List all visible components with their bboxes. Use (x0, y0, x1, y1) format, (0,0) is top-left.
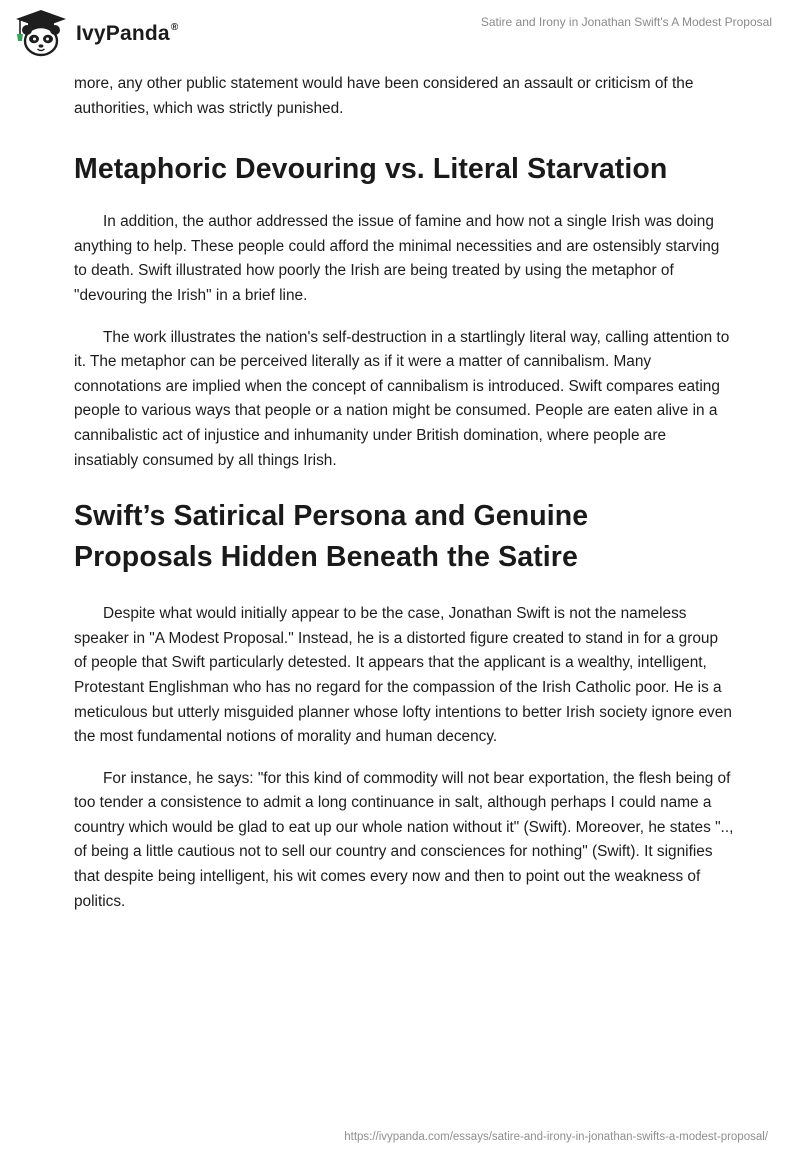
ivypanda-logo[interactable] (12, 8, 178, 58)
section-heading-metaphoric-devouring: Metaphoric Devouring vs. Literal Starvation (74, 153, 668, 186)
essay-content (74, 72, 734, 914)
paragraph: In addition, the author addressed the issue of famine and how not a single Irish was doing anything to help. These people could afford the minimal necessities and are ostensibly starving to death. Swift illustrated how poorly the Irish are being treated by using the metaphor of "devouring the Irish" in a brief line. (74, 213, 720, 304)
page-header (0, 0, 800, 70)
registered-mark: ® (170, 22, 179, 33)
section-heading-satirical-persona: Swift’s Satirical Persona and Genuine Proposals Hidden Beneath the Satire (74, 500, 589, 574)
intro-paragraph: more, any other public statement would have been considered an assault or criticism of the authorities, which was strictly punished. (74, 75, 694, 117)
running-title: Satire and Irony in Jonathan Swift's A Modest Proposal (480, 15, 772, 29)
paragraph: Despite what would initially appear to be the case, Jonathan Swift is not the nameless speaker in "A Modest Proposal." Instead, he is a distorted figure created to stand in for a group of people that Swift particularly detested. It appears that the applicant is a wealthy, intelligent, Protestant Englishman who has no regard for the compassion of the Irish Catholic poor. He is a meticulous but utterly misguided planner whose lofty intentions to better Irish society ignore even the most fundamental notions of morality and human decency. (74, 605, 732, 746)
paragraph: For instance, he says: "for this kind of commodity will not bear exportation, the flesh being of too tender a consistence to admit a long continuance in salt, although perhaps I could name a country which would be glad to eat up our whole nation without it" (Swift). Moreover, he states ".., of being a little cautious not to sell our country and consciences for nothing" (Swift). It signifies that despite being intelligent, his wit comes every now and then to point out the weakness of politics. (74, 769, 734, 910)
paragraph: The work illustrates the nation's self-destruction in a startlingly literal way, calling attention to it. The metaphor can be perceived literally as if it were a matter of cannibalism. Many connotations are implied when the concept of cannibalism is introduced. Swift compares eating people to various ways that people or a nation might be consumed. People are eaten alive in a cannibalistic act of injustice and inhumanity under British domination, where people are insatiably consumed by all things Irish. (74, 328, 730, 469)
brand-name: IvyPanda® (76, 22, 179, 45)
panda-graduate-icon (12, 8, 70, 58)
source-url[interactable]: https://ivypanda.com/essays/satire-and-irony-in-jonathan-swifts-a-modest-proposal/ (344, 1131, 768, 1143)
